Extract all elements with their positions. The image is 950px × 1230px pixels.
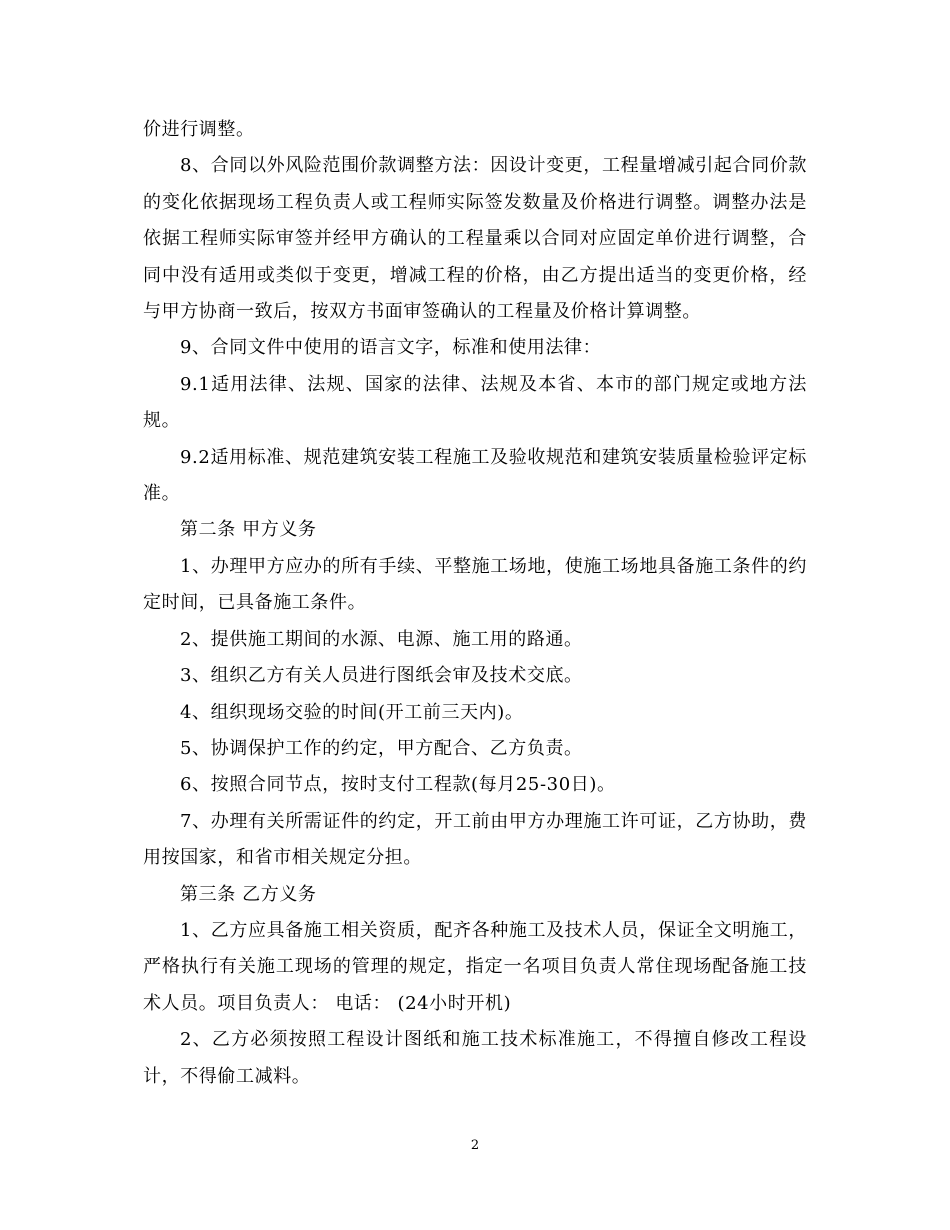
document-body: [143, 112, 807, 1095]
paragraph-7: 2、提供施工期间的水源、电源、施工用的路通。: [180, 628, 583, 650]
page-number: 2: [470, 1138, 480, 1153]
paragraph-1: 8、合同以外风险范围价款调整方法：因设计变更，工程量增减引起合同价款的变化依据现场工程负责人或工程师实际签发数量及价格进行调整。调整办法是依据工程师实际审签并经甲方确认的工程量乘以合同对应固定单价进行调整，合同中没有适用或类似于变更，增减工程的价格，由乙方提出适当的变更价格，经与甲方协商一致后，按双方书面审签确认的工程量及价格计算调整。: [143, 155, 807, 323]
paragraph-11: 6、按照合同节点，按时支付工程款(每月25-30日)。: [180, 774, 616, 796]
paragraph-6: 1、办理甲方应办的所有手续、平整施工场地，使施工场地具备施工条件的约定时间，已具备施工条件。: [143, 555, 807, 614]
section-heading-article-3: 第三条 乙方义务: [180, 883, 317, 905]
paragraph-8: 3、组织乙方有关人员进行图纸会审及技术交底。: [180, 665, 583, 687]
section-heading-article-2: 第二条 甲方义务: [180, 519, 317, 541]
paragraph-14: 1、乙方应具备施工相关资质，配齐各种施工及技术人员，保证全文明施工，严格执行有关施工现场的管理的规定，指定一名项目负责人常住现场配备施工技术人员。项目负责人： 电话： (24小时开机): [143, 919, 807, 1014]
paragraph-9: 4、组织现场交验的时间(开工前三天内)。: [180, 701, 524, 723]
paragraph-2: 9、合同文件中使用的语言文字，标准和使用法律：: [180, 337, 602, 359]
paragraph-10: 5、协调保护工作的约定，甲方配合、乙方负责。: [180, 737, 583, 759]
paragraph-3: 9.1适用法律、法规、国家的法律、法规及本省、本市的部门规定或地方法规。: [143, 373, 807, 432]
paragraph-12: 7、办理有关所需证件的约定，开工前由甲方办理施工许可证，乙方协助，费用按国家，和省市相关规定分担。: [143, 810, 807, 869]
paragraph-0: 价进行调整。: [143, 119, 255, 140]
paragraph-15: 2、乙方必须按照工程设计图纸和施工技术标准施工，不得擅自修改工程设计，不得偷工减料。: [143, 1029, 807, 1087]
paragraph-4: 9.2适用标准、规范建筑安装工程施工及验收规范和建筑安装质量检验评定标准。: [143, 446, 807, 505]
